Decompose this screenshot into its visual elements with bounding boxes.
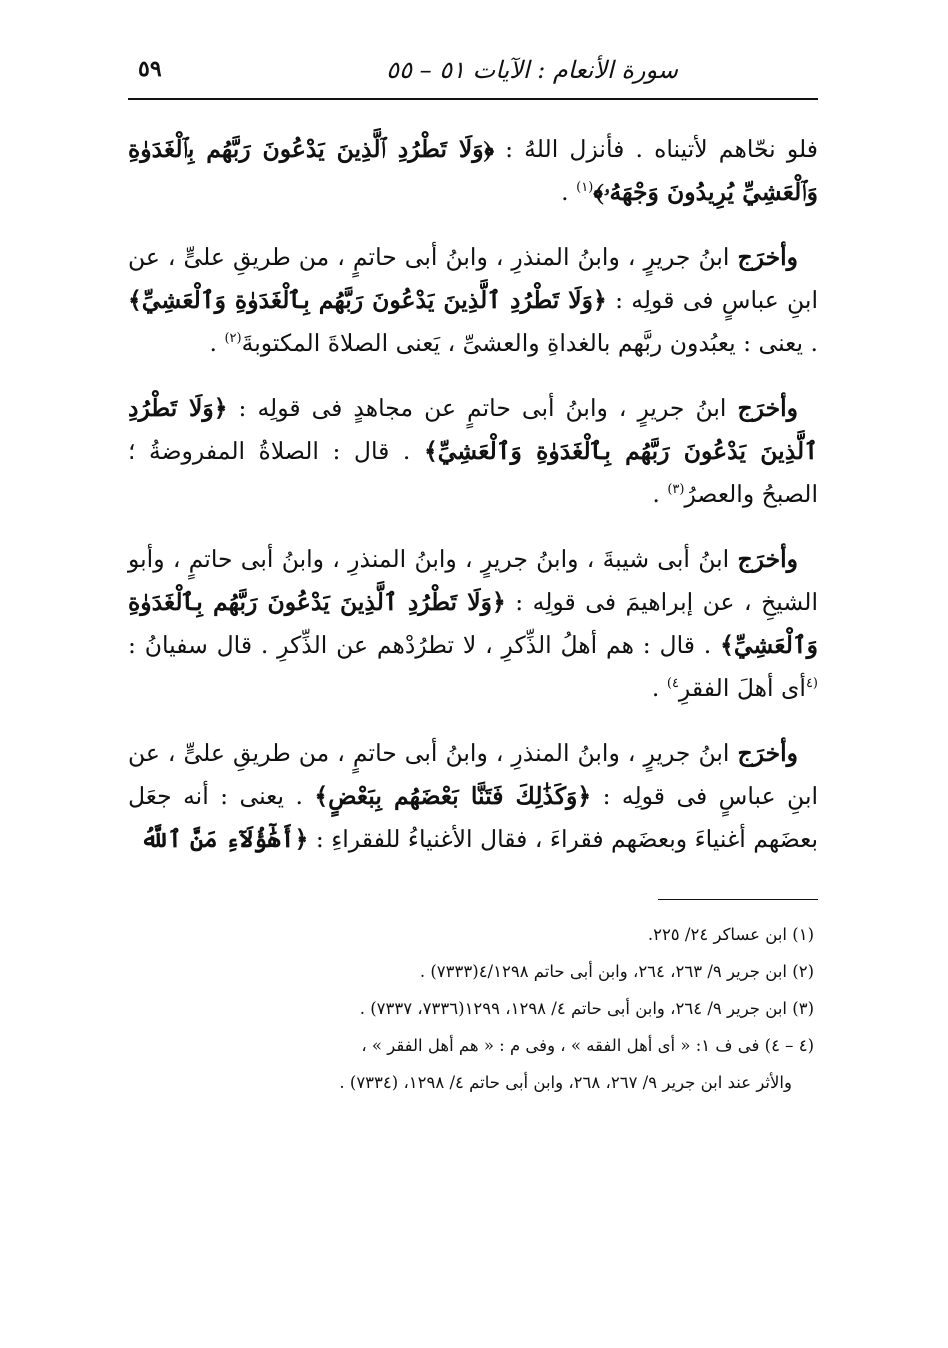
text-segment: أى أهلَ الفقرِ [678,674,806,702]
text-segment: ابنُ أبى شيبةَ ، وابنُ جريرٍ ، وابنُ المنذرِ ، وابنُ أبى حاتمٍ ، وأبو الشيخِ ، عن إبراهيمَ فى قولِه : [128,545,818,616]
footnote-reference: (٤ [805,676,818,692]
text-segment: . [561,178,577,206]
paragraph [128,236,818,365]
page-header [128,48,818,100]
page-number: ٥٩ [138,56,162,82]
paragraph [128,128,818,214]
paragraph-lead-word: وأخرَج [737,739,798,767]
text-segment: . يعنى : يعبُدون ربَّهم بالغداةِ والعشىِّ ، يَعنى الصلاةَ المكتوبةَ [241,329,818,357]
paragraph [128,387,818,516]
text-segment: فلو نحّاهم لأتيناه . فأنزل اللهُ : [494,135,818,163]
footnote: (٣) ابن جرير ٩/ ٢٦٤، وابن أبى حاتم ٤/ ١٢٩٨، ١٢٩٩(٧٣٣٦، ٧٣٣٧) . [359,999,814,1018]
text-segment: . يعنى : أنه جعَل بعضَهم أغنياءَ وبعضَهم فقراءَ ، فقال الأغنياءُ للفقراءِ : [128,782,818,853]
footnote: (٤ – ٤) فى ف ١: « أى أهل الفقه » ، وفى م : « هم أهل الفقر » ، [361,1036,814,1055]
paragraph-lead-word: وأخرَج [737,394,798,422]
footnote: والأثر عند ابن جرير ٩/ ٢٦٧، ٢٦٨، وابن أبى حاتم ٤/ ١٢٩٨، (٧٣٣٤) . [339,1073,792,1092]
quran-quote: ﴿وَلَا تَطْرُدِ ٱلَّذِينَ يَدْعُونَ رَبَّهُم بِٱلْغَدَوٰةِ وَٱلْعَشِيِّ﴾ [128,588,818,659]
paragraph-lead-word: وأخرَج [737,243,798,271]
text-segment: . [652,480,668,508]
footnote-reference: (٢) [224,331,242,347]
text-segment: . قال : هم أهلُ الذِّكرِ ، لا تطرُدْهم عن الذِّكرِ . قال سفيانُ : [128,631,721,659]
footnote-reference: ٤) [666,676,679,692]
footnote-separator [658,899,818,900]
footnote: (١) ابن عساكر ٢٤/ ٢٢٥. [647,925,814,944]
paragraph [128,538,818,710]
paragraph-lead-word: وأخرَج [737,545,798,573]
text-segment: ابنُ جريرٍ ، وابنُ المنذرِ ، وابنُ أبى حاتمٍ ، من طريقِ علىٍّ ، عن ابنِ عباسٍ فى قولِه : [128,243,819,314]
quran-quote: ﴿أَهَٰٓؤُلَآءِ مَنَّ ٱللَّهُ [140,825,309,853]
quran-quote: ﴿وَلَا تَطْرُدِ ٱلَّذِينَ يَدْعُونَ رَبَّهُم بِٱلْغَدَوٰةِ وَٱلْعَشِيِّ﴾ [128,286,607,314]
paragraph [128,732,818,861]
footnote-reference: (٣) [667,482,685,498]
footnote-reference: (١) [576,180,594,196]
running-title: سورة الأنعام : الآيات ٥١ – ٥٥ [386,56,678,84]
text-segment: . [651,674,667,702]
main-text [128,128,818,861]
quran-quote: ﴿وَلَا تَطْرُدِ ٱلَّذِينَ يَدْعُونَ رَبَّهُم بِٱلْغَدَوٰةِ وَٱلْعَشِيِّ يُرِيدُونَ وَجْهَهُۥ﴾ [128,135,818,206]
quran-quote: ﴿وَكَذَٰلِكَ فَتَنَّا بَعْضَهُم بِبَعْضٍ﴾ [314,782,592,810]
text-segment: . قال : الصلاةُ المفروضةُ ؛ الصبحُ والعصرُ [128,437,818,508]
footnotes [128,916,818,1101]
text-segment: ابنُ جريرٍ ، وابنُ المنذرِ ، وابنُ أبى حاتمٍ ، من طريقِ علىٍّ ، عن ابنِ عباسٍ فى قولِه : [128,739,819,810]
text-segment: . [209,329,225,357]
book-page [128,48,818,1298]
footnote: (٢) ابن جرير ٩/ ٢٦٣، ٢٦٤، وابن أبى حاتم ٤/١٢٩٨(٧٣٣٣) . [419,962,814,981]
quran-quote: ﴿وَلَا تَطْرُدِ ٱلَّذِينَ يَدْعُونَ رَبَّهُم بِٱلْغَدَوٰةِ وَٱلْعَشِيِّ﴾ [128,394,818,465]
text-segment: ابنُ جريرٍ ، وابنُ أبى حاتمٍ عن مجاهدٍ فى قولِه : [227,394,738,422]
